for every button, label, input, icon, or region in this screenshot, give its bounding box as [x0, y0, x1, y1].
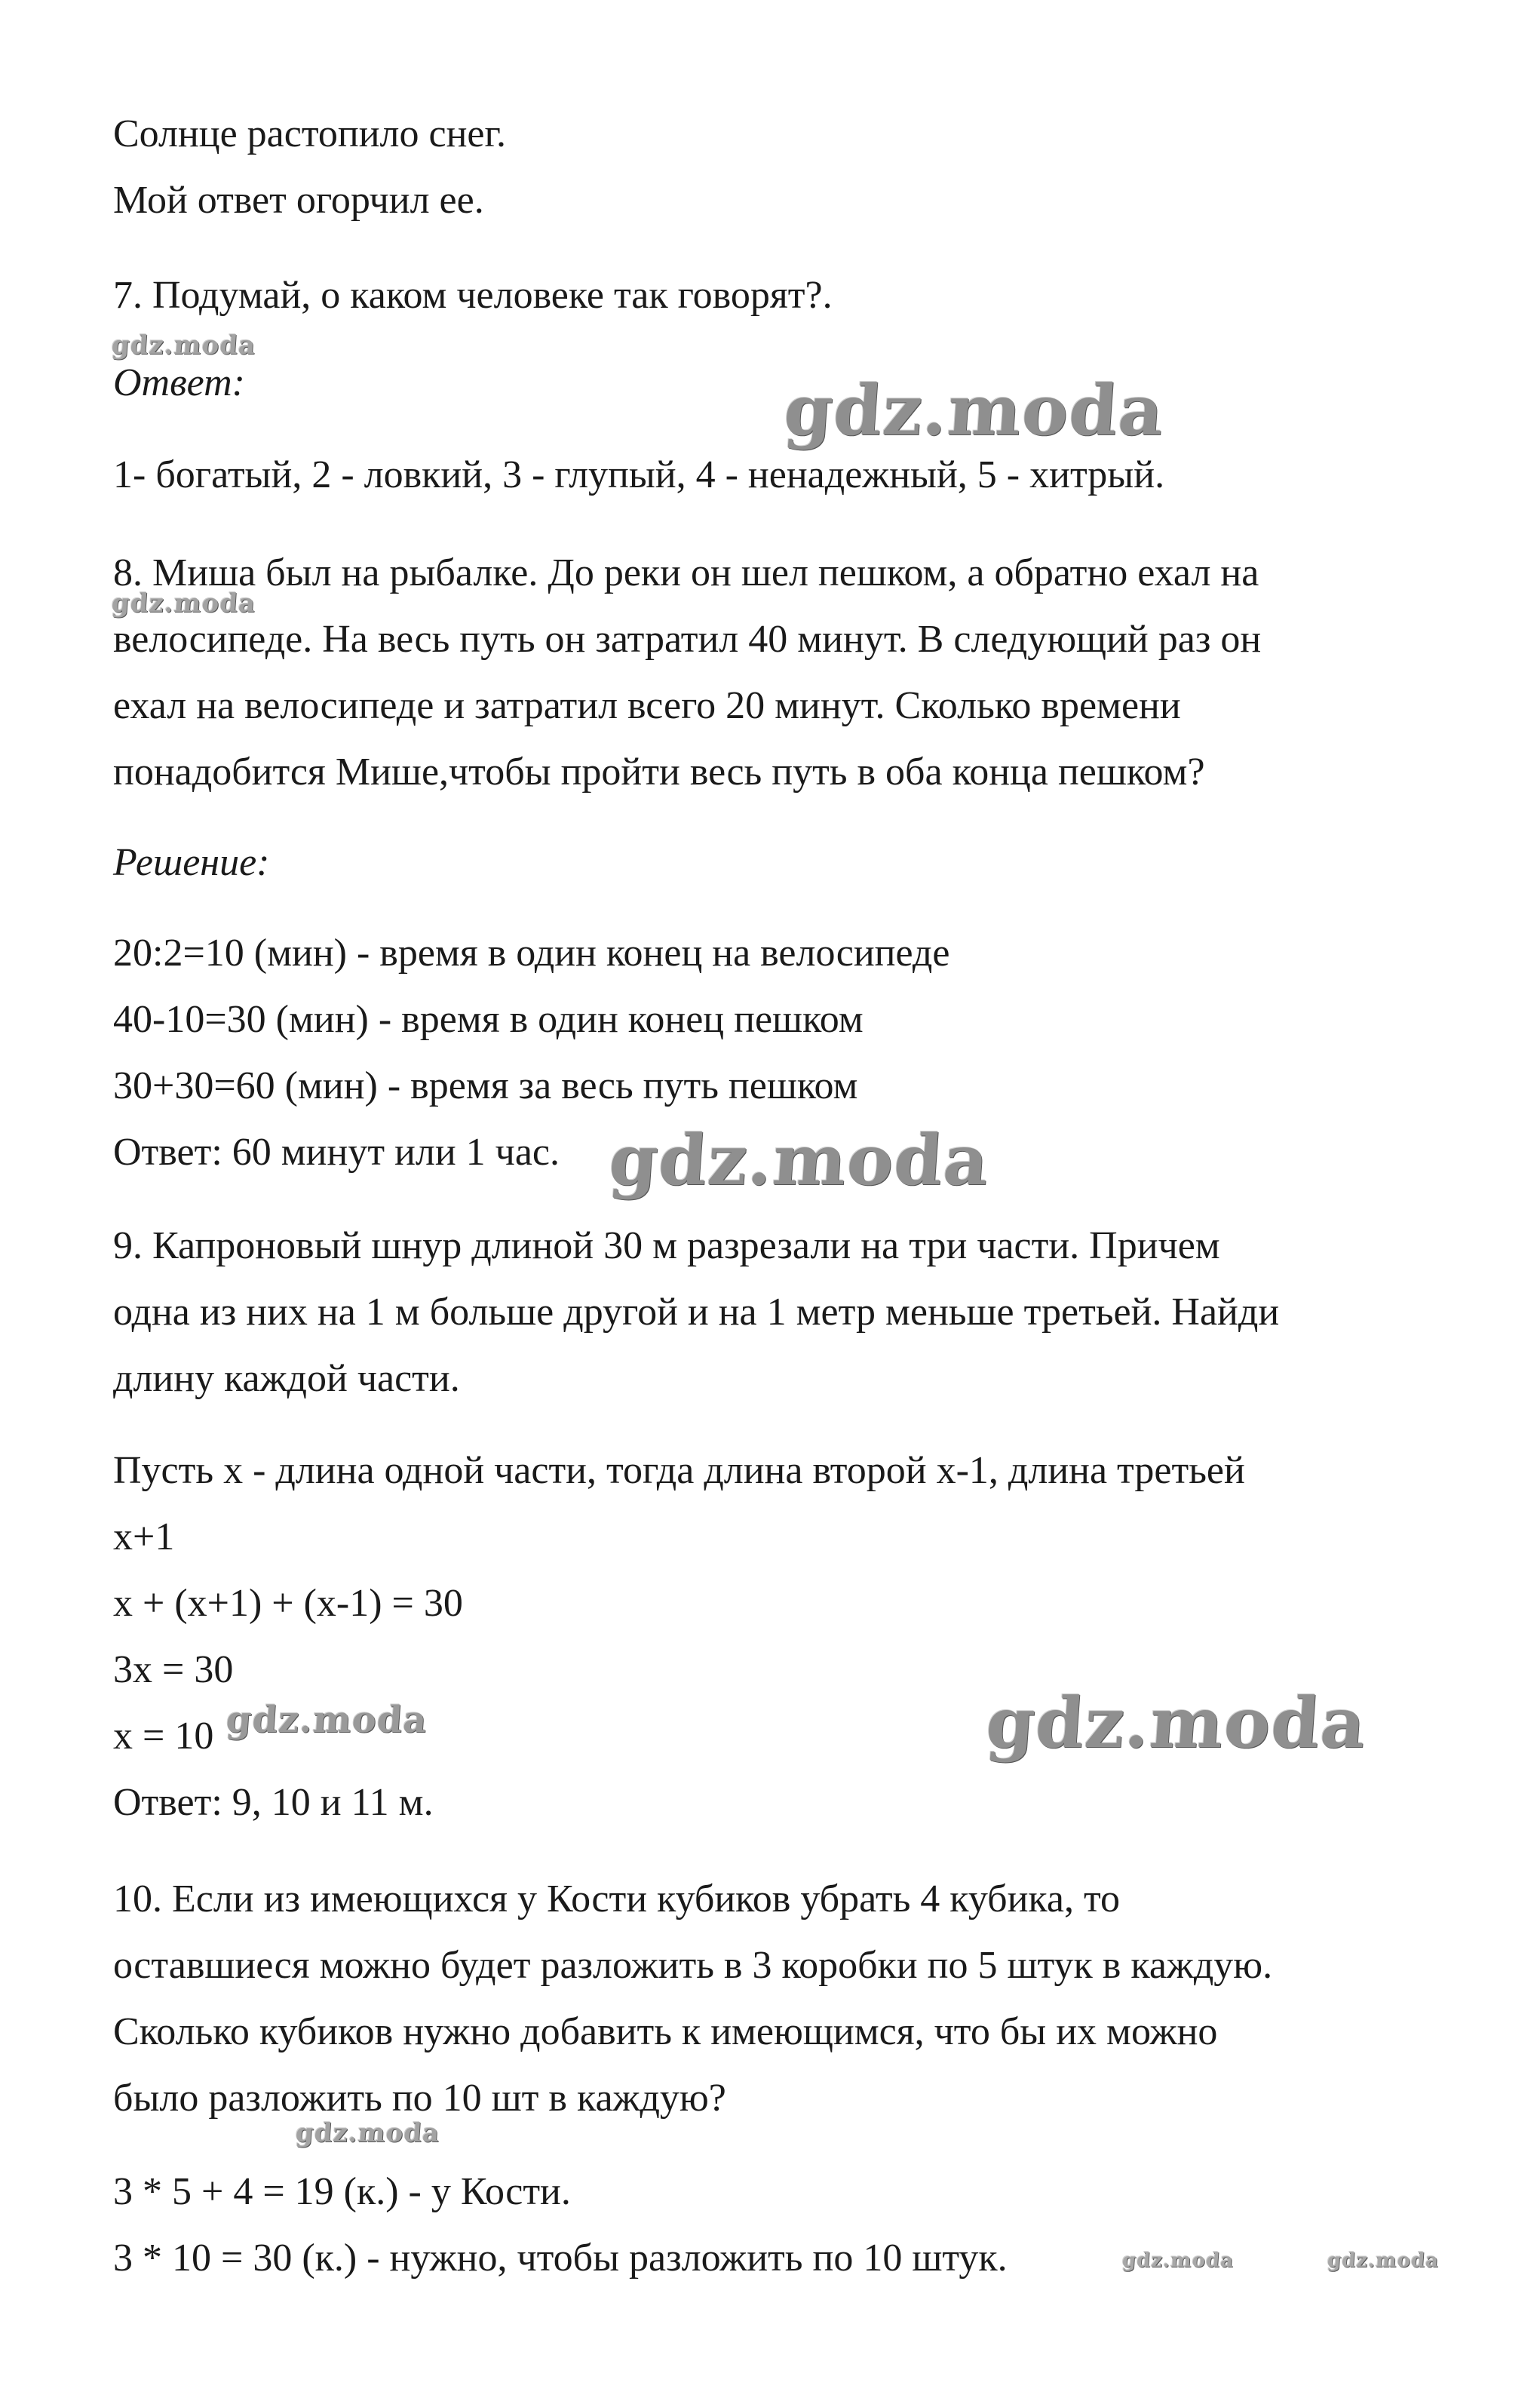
task-9-solution: х+1: [113, 1515, 175, 1558]
task-7-heading: 7. Подумай, о каком человеке так говорят?.: [113, 274, 833, 317]
task-9-text: одна из них на 1 м больше другой и на 1 метр меньше третьей. Найди: [113, 1291, 1280, 1334]
solution-line: 40-10=30 (мин) - время в один конец пешком: [113, 998, 864, 1041]
task-9-text: длину каждой части.: [113, 1357, 460, 1400]
task-8-text: 8. Миша был на рыбалке. До реки он шел пешком, а обратно ехал на: [113, 551, 1259, 594]
watermark-logo: gdz.moda: [606, 1119, 992, 1201]
watermark-logo: gdz.moda: [110, 330, 257, 361]
task-8-text: понадобится Мише,чтобы пройти весь путь в оба конца пешком?: [113, 751, 1205, 794]
watermark-logo: gdz.moda: [1121, 2249, 1235, 2272]
task-8-answer: Ответ: 60 минут или 1 час.: [113, 1131, 560, 1174]
watermark-logo: gdz.moda: [110, 588, 257, 619]
watermark-logo: gdz.moda: [781, 370, 1167, 451]
task-9-solution: Пусть х - длина одной части, тогда длина второй х-1, длина третьей: [113, 1449, 1245, 1492]
watermark-logo: gdz.moda: [225, 1699, 429, 1741]
solution-line: 20:2=10 (мин) - время в один конец на велосипеде: [113, 932, 950, 975]
text-line: Солнце растопило снег.: [113, 112, 506, 155]
watermark-logo: gdz.moda: [1326, 2249, 1440, 2272]
task-10-text: 10. Если из имеющихся у Кости кубиков убрать 4 кубика, то: [113, 1877, 1121, 1920]
task-10-text: оставшиеся можно будет разложить в 3 коробки по 5 штук в каждую.: [113, 1944, 1273, 1987]
task-10-text: Сколько кубиков нужно добавить к имеющимся, что бы их можно: [113, 2010, 1218, 2053]
solution-label: Решение:: [113, 841, 270, 884]
watermark-logo: gdz.moda: [294, 2118, 441, 2148]
task-10-solution: 3 * 5 + 4 = 19 (к.) - у Кости.: [113, 2170, 571, 2213]
answer-label: Ответ:: [113, 361, 245, 404]
task-7-answer: 1- богатый, 2 - ловкий, 3 - глупый, 4 - ненадежный, 5 - хитрый.: [113, 453, 1165, 496]
equation: 3х = 30: [113, 1648, 234, 1691]
watermark-logo: gdz.moda: [983, 1682, 1370, 1764]
task-9-answer: Ответ: 9, 10 и 11 м.: [113, 1781, 434, 1824]
task-8-text: велосипеде. На весь путь он затратил 40 минут. В следующий раз он: [113, 618, 1262, 661]
task-8-text: ехал на велосипеде и затратил всего 20 минут. Сколько времени: [113, 684, 1181, 727]
text-line: Мой ответ огорчил ее.: [113, 179, 484, 222]
solution-line: 30+30=60 (мин) - время за весь путь пешком: [113, 1064, 858, 1107]
equation: х + (х+1) + (х-1) = 30: [113, 1582, 463, 1625]
task-10-solution: 3 * 10 = 30 (к.) - нужно, чтобы разложить по 10 штук.: [113, 2237, 1008, 2280]
task-10-text: было разложить по 10 шт в каждую?: [113, 2077, 726, 2120]
task-9-text: 9. Капроновый шнур длиной 30 м разрезали на три части. Причем: [113, 1224, 1220, 1267]
equation: х = 10: [113, 1715, 214, 1758]
